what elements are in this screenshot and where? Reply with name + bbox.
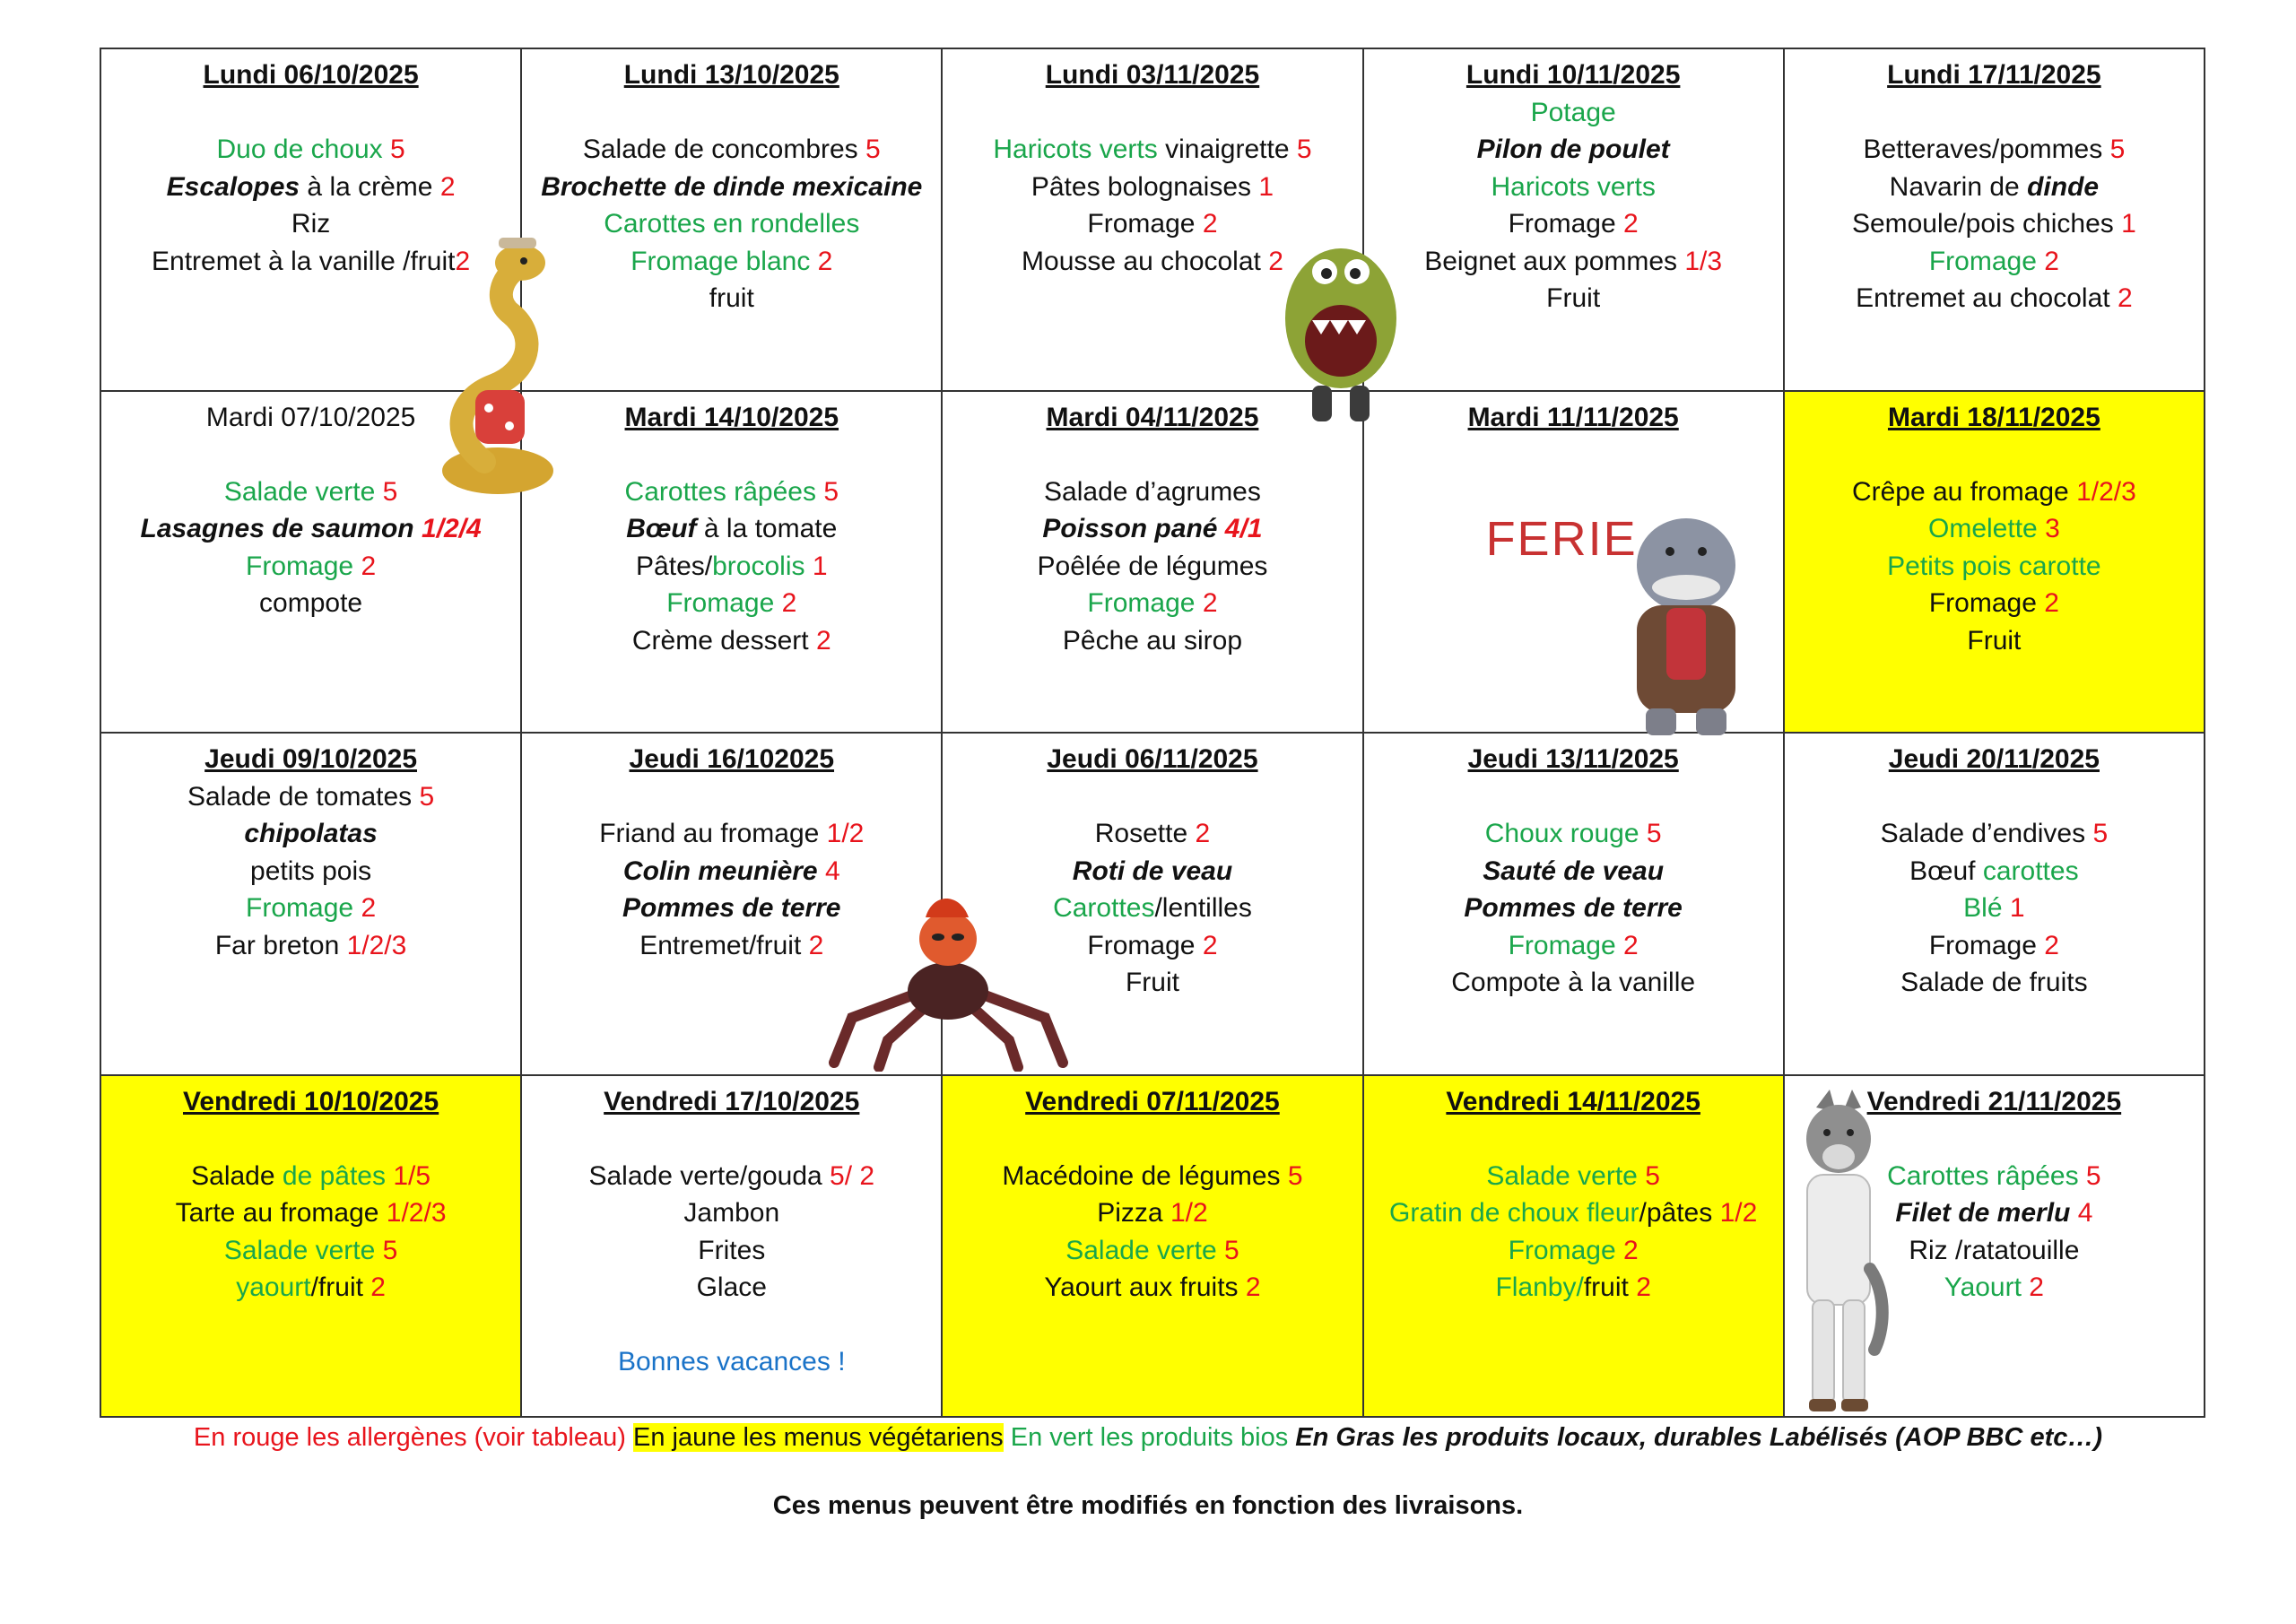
- menu-item-text: Beignet aux pommes: [1424, 246, 1685, 276]
- menu-item-text: Mousse au chocolat: [1022, 246, 1269, 276]
- menu-item-text: Sauté de veau: [1483, 855, 1665, 886]
- menu-item-text: Entremet/fruit: [639, 930, 809, 960]
- menu-item-text: chipolatas: [244, 819, 378, 848]
- menu-item-text: Fromage: [1928, 588, 2045, 618]
- spacer: [107, 94, 515, 132]
- menu-row-jeudi: [100, 733, 2205, 1075]
- menu-item-text: Fromage: [1508, 930, 1623, 960]
- day-date-title: Lundi 17/11/2025: [1887, 60, 2101, 90]
- menu-item-text: 2: [808, 930, 824, 960]
- menu-item-text: 2: [1202, 588, 1218, 618]
- menu-item: [948, 473, 1356, 511]
- menu-item-text: 5: [389, 135, 405, 164]
- menu-item-text: 2: [1268, 246, 1283, 276]
- menu-item-text: 1/2/3: [386, 1198, 447, 1228]
- menu-item: [527, 622, 935, 660]
- menu-item-text: 1/2/4: [421, 514, 482, 543]
- menu-item-text: 5: [382, 1235, 398, 1265]
- menu-item-text: 2: [1636, 1272, 1651, 1302]
- day-date-title: Mardi 11/11/2025: [1467, 402, 1679, 432]
- menu-item-text: Compote à la vanille: [1451, 968, 1696, 997]
- menu-item-text: Yaourt aux fruits: [1044, 1272, 1246, 1302]
- menu-item: [527, 169, 935, 206]
- menu-item-text: 2: [2029, 1272, 2044, 1302]
- menu-item-text: Pâtes/: [636, 551, 713, 581]
- menu-item-text: 5: [2109, 135, 2126, 164]
- menu-item-text: 4: [2077, 1198, 2093, 1228]
- shark-character-illustration: [1596, 502, 1776, 744]
- menu-item-text: Pizza: [1097, 1198, 1170, 1228]
- wolf-character-illustration: [1780, 1090, 1897, 1430]
- menu-item-text: 2: [781, 588, 797, 618]
- menu-item-text: Semoule/pois chiches: [1851, 209, 2122, 239]
- spacer: [948, 94, 1356, 132]
- menu-item: [527, 1158, 935, 1195]
- day-date-title: Jeudi 09/10/2025: [204, 744, 418, 774]
- menu-item: [948, 622, 1356, 660]
- menu-item-text: Haricots verts: [993, 135, 1158, 164]
- menu-item: [107, 815, 515, 853]
- menu-item-text: 5: [419, 781, 435, 812]
- menu-item-text: 2: [1623, 209, 1639, 239]
- menu-item-text: [818, 856, 825, 886]
- menu-item-text: Pâtes bolognaises: [1031, 171, 1259, 202]
- menu-item: [107, 1232, 515, 1270]
- day-date-title: Jeudi 16/102025: [629, 744, 835, 774]
- menu-item-text: Crème dessert: [631, 625, 816, 656]
- menu-item-text: Far breton: [214, 930, 347, 960]
- menu-cell: [1784, 48, 2205, 391]
- holiday-label: FERIE: [1485, 512, 1638, 566]
- menu-item: [948, 169, 1356, 206]
- menu-item-text: 5: [2085, 1160, 2101, 1191]
- menu-item-text: 1/2: [826, 819, 865, 848]
- menu-item-text: 1/5: [393, 1160, 431, 1191]
- menu-item-text: Fromage: [1928, 246, 2045, 276]
- menu-item-text: 2: [2044, 588, 2059, 618]
- day-date-title: Lundi 03/11/2025: [1045, 60, 1260, 90]
- menu-item: [1370, 815, 1778, 853]
- menu-cell: [1363, 1075, 1784, 1418]
- menu-item-text: 2: [1623, 1235, 1639, 1265]
- menu-item: [948, 1232, 1356, 1270]
- menu-item-text: Petits pois carotte: [1887, 551, 2101, 581]
- menu-item: [107, 1269, 515, 1307]
- day-date-title: Mardi 14/10/2025: [624, 402, 839, 432]
- menu-cell: [100, 733, 521, 1075]
- menu-item-text: Gratin de choux fleur: [1389, 1198, 1639, 1228]
- menu-item-text: Carottes râpées: [1887, 1160, 2086, 1191]
- menu-item-text: Fromage: [1087, 588, 1203, 618]
- spider-character-illustration: [825, 883, 1072, 1072]
- day-date-title: Jeudi 13/11/2025: [1467, 744, 1679, 774]
- menu-item: [948, 131, 1356, 169]
- menu-item-text: 5: [1646, 819, 1662, 848]
- menu-item-text: 5: [1645, 1160, 1660, 1191]
- menu-item-text: Colin meunière: [622, 855, 818, 886]
- menu-cell: [521, 391, 942, 734]
- spacer: [948, 778, 1356, 816]
- menu-item-text: 2: [439, 171, 456, 202]
- menu-item-text: Bœuf: [626, 514, 697, 543]
- menu-item-text: 5: [382, 476, 398, 507]
- menu-item: [527, 1343, 935, 1381]
- menu-item-text: Choux rouge: [1484, 819, 1647, 848]
- menu-item-text: Salade d’agrumes: [1044, 476, 1261, 507]
- menu-item: [107, 131, 515, 169]
- menu-item: [948, 1194, 1356, 1232]
- menu-item: [527, 473, 935, 511]
- menu-item: [107, 1158, 515, 1195]
- menu-item-text: 5: [1287, 1160, 1303, 1191]
- menu-item-text: Fromage: [1087, 930, 1203, 960]
- menu-item-text: dinde: [2027, 171, 2100, 202]
- menu-item-text: fruit: [709, 283, 754, 313]
- menu-item: [1370, 1194, 1778, 1232]
- menu-item: [948, 510, 1356, 548]
- menu-item-text: 1: [812, 551, 828, 581]
- menu-item-text: 1/2: [1170, 1198, 1208, 1228]
- menu-item-text: Omelette: [1928, 514, 2046, 543]
- menu-item: [1790, 243, 2198, 281]
- menu-item-text: Potage: [1530, 97, 1616, 127]
- menu-item-text: 5: [1296, 135, 1312, 164]
- menu-item-text: Blé: [1963, 893, 2010, 923]
- menu-item: [1370, 280, 1778, 317]
- menu-item: [1790, 205, 2198, 243]
- legend-allergens: En rouge les allergènes (voir tableau): [193, 1423, 633, 1452]
- spacer: [527, 1120, 935, 1158]
- menu-item: [1370, 964, 1778, 1002]
- menu-item-text: [804, 551, 812, 581]
- menu-item-text: Poêlée de légumes: [1037, 551, 1268, 581]
- menu-item-text: Riz /ratatouille: [1909, 1235, 2080, 1265]
- menu-item-text: Carottes râpées: [624, 476, 824, 507]
- menu-item-text: Salade de tomates: [187, 781, 420, 812]
- day-date-title: Mardi 07/10/2025: [205, 402, 416, 432]
- menu-item: [527, 205, 935, 243]
- menu-item-text: 1: [2009, 893, 2025, 923]
- menu-item-text: Duo de choux: [216, 135, 390, 164]
- menu-cell: [100, 1075, 521, 1418]
- menu-item: [1790, 548, 2198, 586]
- menu-item-text: Poisson pané: [1042, 514, 1225, 543]
- menu-item: [527, 815, 935, 853]
- menu-item: [527, 1307, 935, 1344]
- menu-item-text: Bonnes vacances !: [618, 1347, 846, 1376]
- menu-item: [527, 131, 935, 169]
- menu-item-text: Brochette de dinde mexicaine: [541, 171, 923, 202]
- menu-item: [1370, 1158, 1778, 1195]
- menu-item-text: Salade de fruits: [1900, 968, 2088, 997]
- spacer: [1370, 1120, 1778, 1158]
- delivery-note: Ces menus peuvent être modifiés en fonction des livraisons.: [772, 1491, 1524, 1520]
- menu-cell: [1784, 391, 2205, 734]
- menu-item: [527, 280, 935, 317]
- menu-item: [107, 585, 515, 622]
- menu-item-text: Pommes de terre: [622, 893, 841, 923]
- spacer: [948, 1120, 1356, 1158]
- day-date-title: Mardi 18/11/2025: [1887, 402, 2100, 432]
- menu-cell: [1784, 733, 2205, 1075]
- menu-item-text: Salade verte/gouda: [588, 1160, 831, 1191]
- menu-item-text: Entremet à la vanille /fruit: [152, 246, 456, 276]
- menu-item: [107, 927, 515, 965]
- menu-item-text: 4: [824, 855, 840, 886]
- menu-item-text: 1/2/3: [346, 930, 407, 960]
- menu-item-text: Fromage: [666, 588, 782, 618]
- menu-item: [107, 890, 515, 927]
- menu-item-text: Carottes en rondelles: [604, 209, 860, 239]
- menu-item-text: Salade d’endives: [1880, 819, 2093, 848]
- menu-item-text: Betteraves/pommes: [1863, 135, 2110, 164]
- menu-item: [1370, 131, 1778, 169]
- menu-item-text: 3: [2045, 514, 2060, 543]
- menu-item-text: Filet de merlu: [1895, 1198, 2071, 1228]
- menu-item-text: 1/2/3: [2076, 476, 2136, 507]
- menu-item-text: Fromage blanc: [631, 246, 818, 276]
- menu-item-text: petits pois: [250, 855, 372, 886]
- menu-item-text: Entremet au chocolat: [1856, 283, 2118, 313]
- menu-item: [1790, 585, 2198, 622]
- menu-item-text: 5: [823, 476, 839, 507]
- menu-item-text: 5/ 2: [830, 1160, 875, 1191]
- menu-item: [527, 1232, 935, 1270]
- menu-item-text: Flanby/: [1495, 1272, 1584, 1302]
- menu-item: [527, 510, 935, 548]
- menu-item-text: Friand au fromage: [599, 819, 827, 848]
- menu-item: [107, 778, 515, 816]
- menu-item: [107, 169, 515, 206]
- menu-item-text: Fromage: [246, 551, 361, 581]
- menu-item: [1370, 169, 1778, 206]
- menu-item: [527, 1269, 935, 1307]
- menu-item-text: 2: [2117, 283, 2133, 313]
- menu-item-text: brocolis: [712, 551, 805, 581]
- menu-item-text: /pâtes: [1639, 1198, 1720, 1228]
- spacer: [1370, 778, 1778, 816]
- spacer: [107, 1120, 515, 1158]
- menu-item-text: 2: [455, 246, 471, 276]
- menu-item-text: Salade verte: [223, 476, 383, 507]
- menu-item: [1370, 1232, 1778, 1270]
- menu-item-text: Fruit: [1546, 283, 1601, 313]
- spacer: [527, 778, 935, 816]
- piranha-character-illustration: [1278, 220, 1404, 435]
- menu-item-text: Navarin de: [1889, 171, 2028, 202]
- menu-item-text: Pilon de poulet: [1476, 135, 1670, 164]
- day-date-title: Vendredi 07/11/2025: [1025, 1086, 1280, 1116]
- menu-row-mardi: [100, 391, 2205, 734]
- menu-item: [1790, 280, 2198, 317]
- menu-item-text: à la tomate: [696, 514, 838, 543]
- menu-item: [107, 510, 515, 548]
- menu-item-text: /lentilles: [1154, 893, 1252, 923]
- menu-item-text: 2: [361, 893, 377, 923]
- menu-cell: [1363, 733, 1784, 1075]
- menu-item: [1370, 205, 1778, 243]
- menu-item-text: 2: [370, 1272, 386, 1302]
- menu-item-text: Escalopes: [166, 171, 300, 202]
- menu-item-text: 2: [1202, 209, 1218, 239]
- menu-item: [1790, 927, 2198, 965]
- menu-item: [527, 548, 935, 586]
- day-date-title: Vendredi 17/10/2025: [604, 1086, 860, 1116]
- menu-item: [527, 243, 935, 281]
- menu-item-text: Salade verte: [1065, 1235, 1225, 1265]
- day-date-title: Lundi 10/11/2025: [1465, 60, 1681, 90]
- menu-item-text: 1/2: [1719, 1198, 1758, 1228]
- menu-item-text: 2: [815, 625, 831, 656]
- day-date-title: Vendredi 21/11/2025: [1866, 1086, 2122, 1116]
- menu-item-text: /fruit: [310, 1272, 371, 1302]
- menu-cell: [942, 1075, 1362, 1418]
- menu-item-text: 2: [361, 551, 377, 581]
- day-date-title: Lundi 06/10/2025: [203, 60, 419, 90]
- menu-item-text: vinaigrette: [1157, 135, 1297, 164]
- legend-vegetarian: En jaune les menus végétariens: [632, 1423, 1004, 1452]
- menu-item-text: fruit: [1583, 1272, 1637, 1302]
- menu-item: [1790, 169, 2198, 206]
- menu-item-text: Tarte au fromage: [175, 1198, 387, 1228]
- menu-item: [527, 585, 935, 622]
- menu-cell: [1363, 48, 1784, 391]
- menu-item-text: Fruit: [1967, 625, 2022, 656]
- day-date-title: Lundi 13/10/2025: [623, 60, 839, 90]
- menu-item: [948, 1269, 1356, 1307]
- menu-item-text: Fromage: [1508, 209, 1623, 239]
- menu-item: [1790, 473, 2198, 511]
- menu-item: [107, 548, 515, 586]
- spacer: [1790, 436, 2198, 473]
- menu-item-text: 1/3: [1684, 246, 1723, 276]
- menu-item-text: 2: [1245, 1272, 1261, 1302]
- menu-item: [107, 853, 515, 890]
- menu-item: [1370, 1269, 1778, 1307]
- menu-item-text: Fromage: [1087, 209, 1203, 239]
- menu-item: [1370, 94, 1778, 132]
- menu-item-text: 5: [2092, 819, 2109, 848]
- menu-item-text: Frites: [698, 1235, 766, 1265]
- menu-item-text: Crêpe au fromage: [1851, 476, 2077, 507]
- day-date-title: Vendredi 14/11/2025: [1446, 1086, 1700, 1116]
- menu-item: [1790, 964, 2198, 1002]
- menu-cell: [521, 1075, 942, 1418]
- menu-item: [1370, 890, 1778, 927]
- legend-local: En Gras les produits locaux, durables Labélisés (AOP BBC etc…): [1295, 1423, 2103, 1452]
- menu-item-text: compote: [259, 588, 363, 618]
- menu-item-text: Macédoine de légumes: [1002, 1160, 1288, 1191]
- menu-item-text: Lasagnes de saumon: [140, 514, 422, 543]
- menu-item-text: [2070, 1198, 2077, 1228]
- menu-item-text: 2: [1202, 930, 1218, 960]
- menu-item-text: yaourt: [236, 1272, 311, 1302]
- menu-item-text: Fruit: [1125, 968, 1179, 997]
- menu-item: [1370, 853, 1778, 890]
- spacer: [948, 436, 1356, 473]
- menu-item-text: Fromage: [246, 893, 361, 923]
- spacer: [1790, 94, 2198, 132]
- menu-item: [107, 1194, 515, 1232]
- menu-item-text: 5: [1224, 1235, 1239, 1265]
- spacer: [1790, 778, 2198, 816]
- menu-item-text: Pêche au sirop: [1062, 625, 1243, 656]
- menu-item: [1790, 890, 2198, 927]
- menu-item: [527, 1194, 935, 1232]
- menu-item-text: Salade verte: [223, 1235, 383, 1265]
- menu-item-text: Yaourt: [1944, 1272, 2030, 1302]
- menu-item: [948, 1158, 1356, 1195]
- menu-item-text: 2: [1623, 930, 1639, 960]
- menu-item-text: Pommes de terre: [1464, 893, 1683, 923]
- day-date-title: Jeudi 06/11/2025: [1047, 744, 1258, 774]
- menu-cell: [521, 48, 942, 391]
- menu-item: [948, 585, 1356, 622]
- menu-item-text: 5: [865, 135, 881, 164]
- day-date-title: Mardi 04/11/2025: [1046, 402, 1259, 432]
- menu-item-text: Haricots verts: [1491, 171, 1656, 202]
- snake-character-illustration: [430, 229, 565, 498]
- spacer: [527, 436, 935, 473]
- menu-item-text: Glace: [696, 1272, 767, 1302]
- menu-item-text: Fromage: [1928, 930, 2045, 960]
- menu-item-text: Fromage: [1508, 1235, 1623, 1265]
- menu-item-text: de pâtes: [282, 1160, 394, 1191]
- menu-item-text: Rosette: [1094, 819, 1196, 848]
- menu-item-text: 1: [1258, 171, 1274, 202]
- menu-item-text: Riz: [291, 209, 331, 239]
- menu-item: [1790, 131, 2198, 169]
- menu-item-text: Salade de concombres: [582, 135, 866, 164]
- menu-item-text: Bœuf: [1909, 855, 1983, 886]
- legend: [0, 1419, 2296, 1456]
- menu-item-text: Salade verte: [1486, 1160, 1646, 1191]
- menu-item: [1790, 622, 2198, 660]
- menu-item-text: Salade: [191, 1160, 283, 1191]
- menu-item: [1370, 243, 1778, 281]
- menu-item-text: 1: [2121, 209, 2136, 239]
- menu-item: [1790, 853, 2198, 890]
- day-date-title: Vendredi 10/10/2025: [182, 1086, 439, 1116]
- legend-bio: En vert les produits bios: [1003, 1423, 1296, 1452]
- menu-cell: [942, 391, 1362, 734]
- menu-item-text: Roti de veau: [1072, 855, 1233, 886]
- menu-item-text: Jambon: [683, 1198, 780, 1228]
- menu-item-text: carottes: [1982, 855, 2079, 886]
- menu-item-text: 2: [2044, 246, 2059, 276]
- menu-item: [1370, 927, 1778, 965]
- menu-item-text: 4/1: [1224, 514, 1263, 543]
- menu-item-text: Carottes: [1053, 893, 1155, 923]
- spacer: [527, 94, 935, 132]
- menu-item-text: 2: [1195, 819, 1211, 848]
- menu-item: [1790, 510, 2198, 548]
- menu-item-text: 2: [2044, 930, 2059, 960]
- day-date-title: Jeudi 20/11/2025: [1888, 744, 2100, 774]
- menu-item: [948, 548, 1356, 586]
- menu-item-text: 2: [817, 246, 833, 276]
- menu-row-lundi: [100, 48, 2205, 391]
- menu-item-text: à la crème: [300, 171, 440, 202]
- menu-item: [948, 815, 1356, 853]
- menu-item: [1790, 815, 2198, 853]
